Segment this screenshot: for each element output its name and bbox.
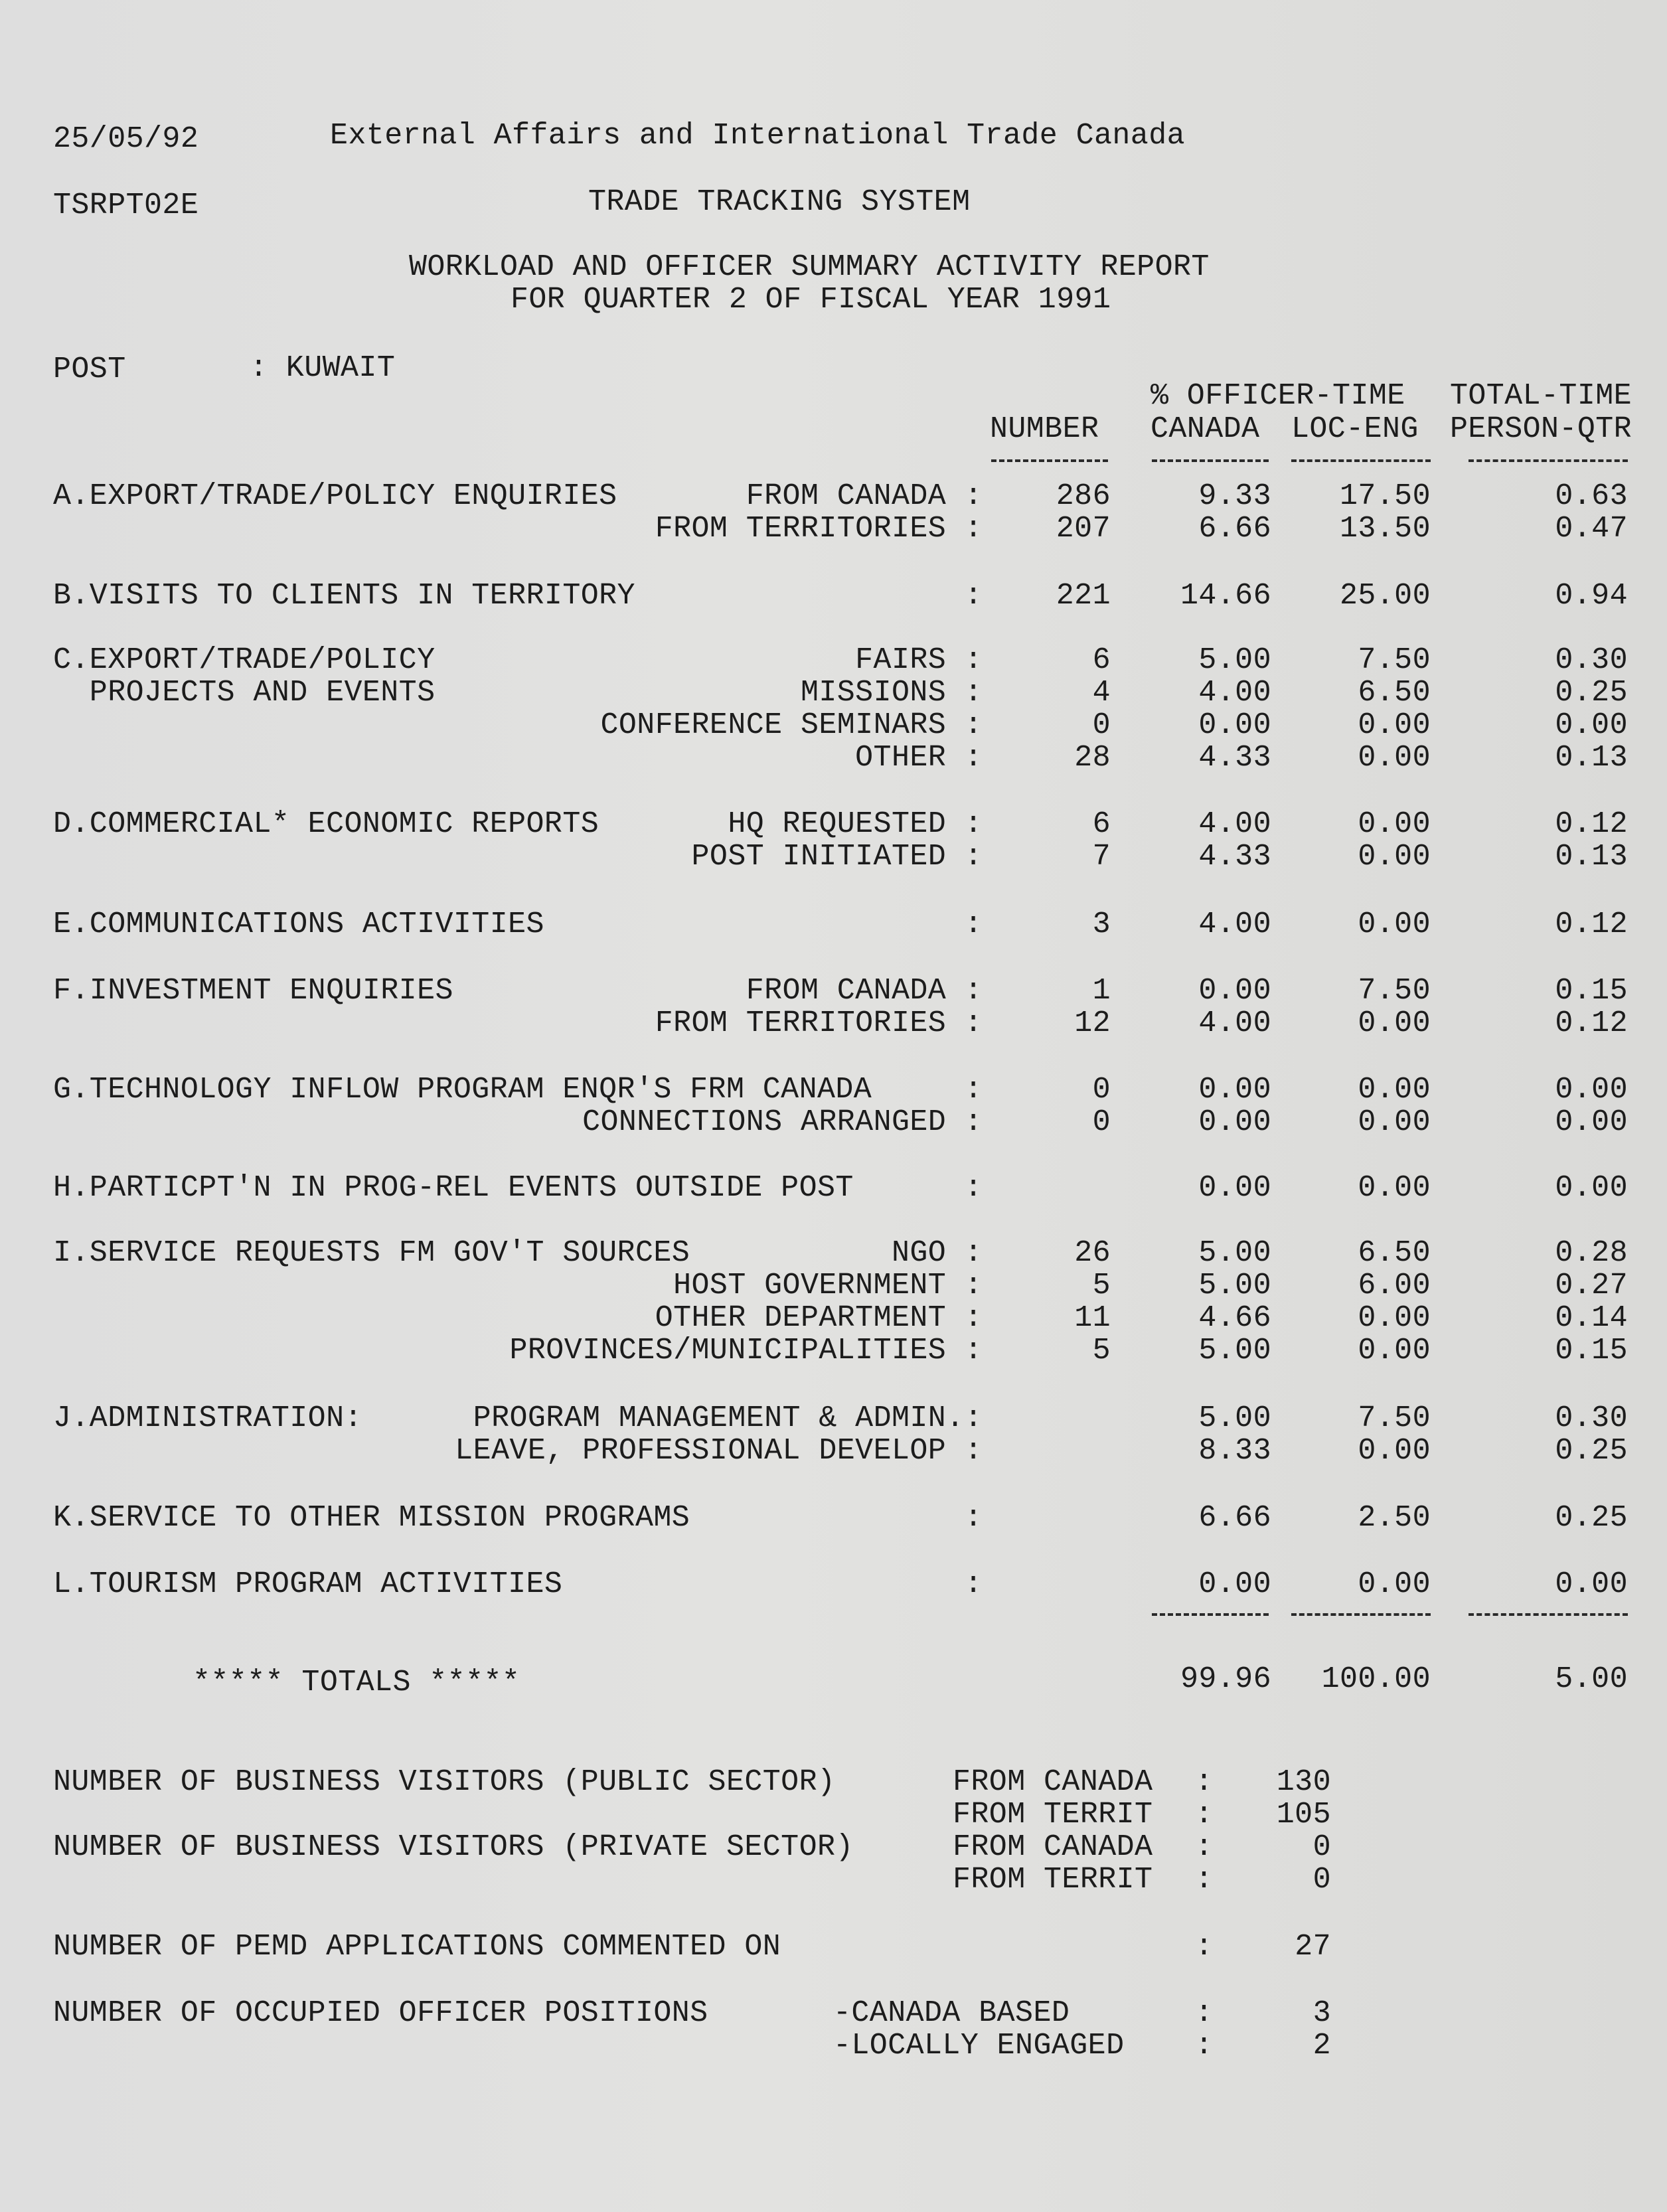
- row-loc-eng: 6.00: [1358, 1269, 1431, 1303]
- post-label: POST: [53, 353, 126, 386]
- row-canada: 0.00: [1198, 708, 1271, 742]
- row-canada: 5.00: [1198, 1236, 1271, 1270]
- row-number: 26: [1074, 1236, 1111, 1270]
- row-loc-eng: 25.00: [1339, 579, 1431, 613]
- row-label: :: [964, 1501, 983, 1535]
- row-person-qtr: 0.30: [1555, 1401, 1628, 1435]
- row-loc-eng: 0.00: [1358, 1567, 1431, 1601]
- stat-source: -LOCALLY ENGAGED: [833, 2029, 1125, 2063]
- row-number: 12: [1074, 1006, 1111, 1040]
- row-number: 11: [1074, 1301, 1111, 1335]
- row-section: E.COMMUNICATIONS ACTIVITIES: [53, 908, 544, 941]
- stat-source: FROM TERRIT: [953, 1863, 1153, 1897]
- row-canada: 0.00: [1198, 974, 1271, 1008]
- divider: [1152, 459, 1269, 462]
- stat-value: 27: [1295, 1930, 1331, 1964]
- stat-colon: :: [1195, 1863, 1214, 1897]
- row-label: HQ REQUESTED :: [728, 807, 983, 841]
- row-person-qtr: 0.27: [1555, 1269, 1628, 1303]
- row-loc-eng: 7.50: [1358, 643, 1431, 677]
- row-number: 7: [1092, 840, 1111, 874]
- row-number: 0: [1092, 708, 1111, 742]
- row-canada: 4.00: [1198, 908, 1271, 941]
- row-loc-eng: 0.00: [1358, 741, 1431, 775]
- stat-value: 0: [1312, 1863, 1331, 1897]
- report-date: 25/05/92: [53, 122, 199, 156]
- row-person-qtr: 0.94: [1555, 579, 1628, 613]
- stat-value: 105: [1276, 1798, 1331, 1832]
- row-canada: 6.66: [1198, 1501, 1271, 1535]
- totals-canada: 99.96: [1180, 1662, 1271, 1696]
- row-loc-eng: 7.50: [1358, 1401, 1431, 1435]
- row-section: G.TECHNOLOGY INFLOW PROGRAM ENQR'S FRM CANADA: [53, 1073, 872, 1107]
- row-person-qtr: 0.00: [1555, 1073, 1628, 1107]
- row-section: B.VISITS TO CLIENTS IN TERRITORY: [53, 579, 635, 613]
- row-person-qtr: 0.13: [1555, 840, 1628, 874]
- row-loc-eng: 0.00: [1358, 908, 1431, 941]
- row-loc-eng: 0.00: [1358, 1006, 1431, 1040]
- row-loc-eng: 0.00: [1358, 1073, 1431, 1107]
- row-number: 5: [1092, 1269, 1111, 1303]
- row-canada: 4.00: [1198, 676, 1271, 710]
- row-loc-eng: 2.50: [1358, 1501, 1431, 1535]
- divider: [1152, 1613, 1269, 1616]
- number-column-header: NUMBER: [990, 412, 1099, 446]
- row-canada: 0.00: [1198, 1105, 1271, 1139]
- stat-colon: :: [1195, 1930, 1214, 1964]
- row-label: FAIRS :: [855, 643, 983, 677]
- divider: [991, 459, 1108, 462]
- report-subtitle: FOR QUARTER 2 OF FISCAL YEAR 1991: [511, 283, 1111, 317]
- row-label: FROM TERRITORIES :: [655, 512, 983, 546]
- row-label: :: [964, 1073, 983, 1107]
- row-person-qtr: 0.00: [1555, 1105, 1628, 1139]
- row-loc-eng: 0.00: [1358, 708, 1431, 742]
- row-person-qtr: 0.12: [1555, 1006, 1628, 1040]
- totals-loc-eng: 100.00: [1321, 1662, 1431, 1696]
- row-person-qtr: 0.13: [1555, 741, 1628, 775]
- row-person-qtr: 0.25: [1555, 1434, 1628, 1468]
- report-code: TSRPT02E: [53, 189, 199, 222]
- row-canada: 5.00: [1198, 643, 1271, 677]
- row-person-qtr: 0.12: [1555, 807, 1628, 841]
- row-number: 221: [1056, 579, 1111, 613]
- row-label: :: [964, 579, 983, 613]
- row-canada: 0.00: [1198, 1567, 1271, 1601]
- row-canada: 4.00: [1198, 1006, 1271, 1040]
- post-value: : KUWAIT: [250, 351, 396, 385]
- row-person-qtr: 0.00: [1555, 1171, 1628, 1205]
- row-label: FROM CANADA :: [746, 974, 983, 1008]
- row-loc-eng: 0.00: [1358, 807, 1431, 841]
- divider: [1291, 459, 1431, 462]
- row-label: FROM CANADA :: [746, 479, 983, 513]
- stat-source: FROM TERRIT: [953, 1798, 1153, 1832]
- row-person-qtr: 0.28: [1555, 1236, 1628, 1270]
- row-label: OTHER :: [855, 741, 983, 775]
- row-canada: 4.33: [1198, 840, 1271, 874]
- row-label: CONFERENCE SEMINARS :: [600, 708, 983, 742]
- row-person-qtr: 0.15: [1555, 1334, 1628, 1368]
- row-label: :: [964, 1567, 983, 1601]
- row-canada: 9.33: [1198, 479, 1271, 513]
- pct-officer-time-header: % OFFICER-TIME: [1151, 379, 1405, 413]
- row-section: F.INVESTMENT ENQUIRIES: [53, 974, 453, 1008]
- row-canada: 4.33: [1198, 741, 1271, 775]
- stat-colon: :: [1195, 1765, 1214, 1799]
- row-section: C.EXPORT/TRADE/POLICY: [53, 643, 436, 677]
- row-loc-eng: 0.00: [1358, 1434, 1431, 1468]
- stat-value: 2: [1312, 2029, 1331, 2063]
- row-label: MISSIONS :: [800, 676, 983, 710]
- row-canada: 0.00: [1198, 1073, 1271, 1107]
- row-section: L.TOURISM PROGRAM ACTIVITIES: [53, 1567, 563, 1601]
- row-label: PROVINCES/MUNICIPALITIES :: [509, 1334, 983, 1368]
- row-number: 286: [1056, 479, 1111, 513]
- organization-name: External Affairs and International Trade Canada: [330, 119, 1186, 153]
- row-person-qtr: 0.14: [1555, 1301, 1628, 1335]
- row-canada: 8.33: [1198, 1434, 1271, 1468]
- row-number: 5: [1092, 1334, 1111, 1368]
- row-person-qtr: 0.00: [1555, 1567, 1628, 1601]
- row-loc-eng: 0.00: [1358, 1171, 1431, 1205]
- row-number: 3: [1092, 908, 1111, 941]
- row-number: 4: [1092, 676, 1111, 710]
- stat-colon: :: [1195, 1996, 1214, 2030]
- stat-value: 0: [1312, 1830, 1331, 1864]
- stat-label: NUMBER OF OCCUPIED OFFICER POSITIONS: [53, 1996, 708, 2030]
- row-section: J.ADMINISTRATION:: [53, 1401, 362, 1435]
- row-loc-eng: 0.00: [1358, 1334, 1431, 1368]
- divider: [1469, 459, 1628, 462]
- stat-colon: :: [1195, 1830, 1214, 1864]
- row-loc-eng: 17.50: [1339, 479, 1431, 513]
- row-canada: 5.00: [1198, 1401, 1271, 1435]
- row-canada: 6.66: [1198, 512, 1271, 546]
- row-canada: 0.00: [1198, 1171, 1271, 1205]
- row-label: FROM TERRITORIES :: [655, 1006, 983, 1040]
- row-loc-eng: 0.00: [1358, 1301, 1431, 1335]
- row-canada: 14.66: [1180, 579, 1271, 613]
- row-label: POST INITIATED :: [691, 840, 983, 874]
- total-time-header: TOTAL-TIME: [1450, 379, 1632, 413]
- row-label: LEAVE, PROFESSIONAL DEVELOP :: [455, 1434, 983, 1468]
- row-label: NGO :: [891, 1236, 983, 1270]
- row-person-qtr: 0.25: [1555, 676, 1628, 710]
- row-label: :: [964, 1171, 983, 1205]
- person-qtr-column-header: PERSON-QTR: [1450, 412, 1632, 446]
- stat-colon: :: [1195, 2029, 1214, 2063]
- row-person-qtr: 0.00: [1555, 708, 1628, 742]
- row-section: PROJECTS AND EVENTS: [53, 676, 436, 710]
- row-section: K.SERVICE TO OTHER MISSION PROGRAMS: [53, 1501, 690, 1535]
- row-loc-eng: 6.50: [1358, 1236, 1431, 1270]
- row-number: 6: [1092, 643, 1111, 677]
- row-section: H.PARTICPT'N IN PROG-REL EVENTS OUTSIDE POST: [53, 1171, 854, 1205]
- row-label: PROGRAM MANAGEMENT & ADMIN.:: [473, 1401, 983, 1435]
- stat-value: 130: [1276, 1765, 1331, 1799]
- row-person-qtr: 0.30: [1555, 643, 1628, 677]
- row-canada: 4.00: [1198, 807, 1271, 841]
- row-loc-eng: 13.50: [1339, 512, 1431, 546]
- row-person-qtr: 0.15: [1555, 974, 1628, 1008]
- row-person-qtr: 0.12: [1555, 908, 1628, 941]
- stat-colon: :: [1195, 1798, 1214, 1832]
- row-number: 0: [1092, 1073, 1111, 1107]
- row-number: 0: [1092, 1105, 1111, 1139]
- stat-source: -CANADA BASED: [833, 1996, 1070, 2030]
- row-person-qtr: 0.25: [1555, 1501, 1628, 1535]
- stat-label: NUMBER OF PEMD APPLICATIONS COMMENTED ON: [53, 1930, 781, 1964]
- totals-person-qtr: 5.00: [1555, 1662, 1628, 1696]
- row-person-qtr: 0.47: [1555, 512, 1628, 546]
- stat-value: 3: [1312, 1996, 1331, 2030]
- row-loc-eng: 6.50: [1358, 676, 1431, 710]
- row-label: HOST GOVERNMENT :: [673, 1269, 983, 1303]
- row-canada: 5.00: [1198, 1334, 1271, 1368]
- divider: [1291, 1613, 1431, 1616]
- row-label: :: [964, 908, 983, 941]
- loc-eng-column-header: LOC-ENG: [1291, 412, 1419, 446]
- row-loc-eng: 7.50: [1358, 974, 1431, 1008]
- row-label: OTHER DEPARTMENT :: [655, 1301, 983, 1335]
- row-canada: 4.66: [1198, 1301, 1271, 1335]
- row-number: 1: [1092, 974, 1111, 1008]
- stat-source: FROM CANADA: [953, 1765, 1153, 1799]
- row-person-qtr: 0.63: [1555, 479, 1628, 513]
- divider: [1469, 1613, 1628, 1616]
- row-number: 28: [1074, 741, 1111, 775]
- row-number: 6: [1092, 807, 1111, 841]
- row-loc-eng: 0.00: [1358, 1105, 1431, 1139]
- system-name: TRADE TRACKING SYSTEM: [588, 185, 971, 219]
- canada-column-header: CANADA: [1151, 412, 1260, 446]
- report-title: WORKLOAD AND OFFICER SUMMARY ACTIVITY REPORT: [409, 250, 1210, 284]
- row-section: D.COMMERCIAL* ECONOMIC REPORTS: [53, 807, 599, 841]
- row-section: A.EXPORT/TRADE/POLICY ENQUIRIES: [53, 479, 617, 513]
- stat-label: NUMBER OF BUSINESS VISITORS (PRIVATE SECTOR): [53, 1830, 854, 1864]
- row-loc-eng: 0.00: [1358, 840, 1431, 874]
- row-canada: 5.00: [1198, 1269, 1271, 1303]
- stat-source: FROM CANADA: [953, 1830, 1153, 1864]
- stat-label: NUMBER OF BUSINESS VISITORS (PUBLIC SECTOR): [53, 1765, 836, 1799]
- row-label: CONNECTIONS ARRANGED :: [582, 1105, 983, 1139]
- row-section: I.SERVICE REQUESTS FM GOV'T SOURCES: [53, 1236, 690, 1270]
- row-number: 207: [1056, 512, 1111, 546]
- totals-label: ***** TOTALS *****: [193, 1666, 520, 1699]
